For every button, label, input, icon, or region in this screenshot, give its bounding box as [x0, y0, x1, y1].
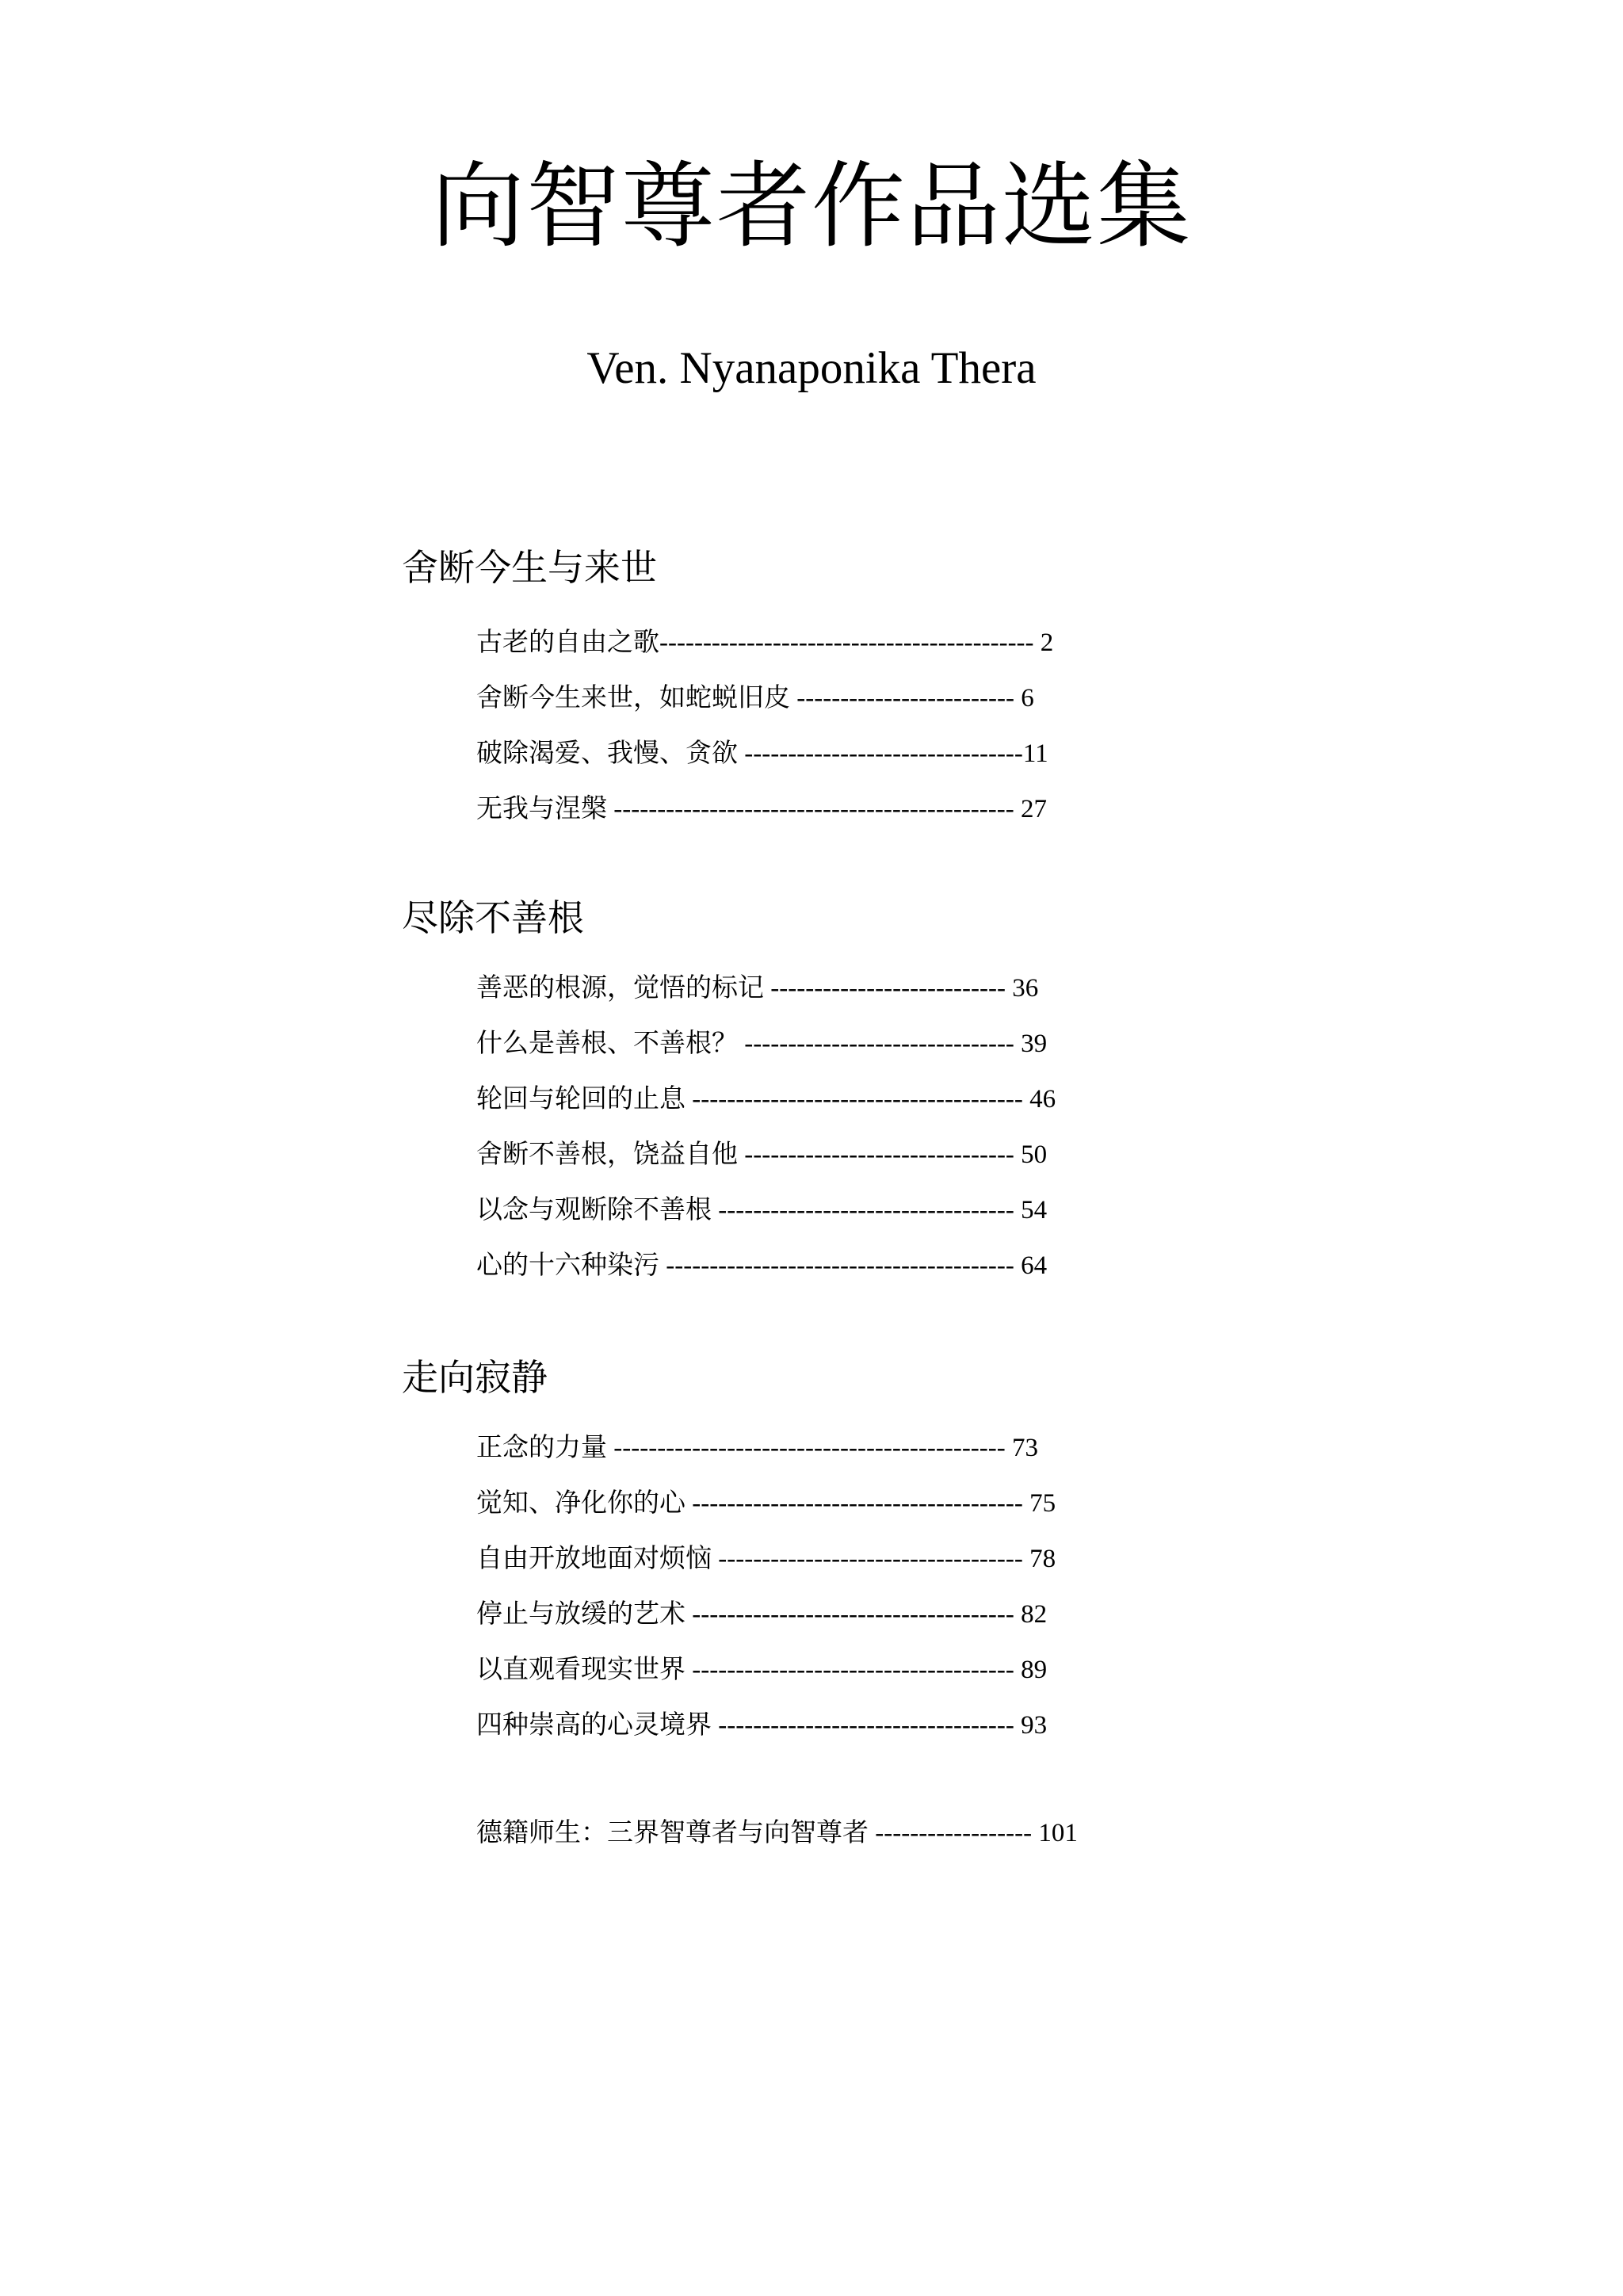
toc-entry-title: 舍断不善根，饶益自他	[476, 1138, 738, 1169]
toc-entry-leader: -------------------------------------	[685, 1656, 1014, 1684]
toc-entry-page: 6	[1021, 684, 1034, 712]
toc-entry	[476, 1190, 1047, 1228]
toc-entry-page: 93	[1021, 1711, 1048, 1740]
toc-entry-leader: --------------------------------------	[685, 1489, 1023, 1518]
toc-entry	[476, 623, 1053, 661]
toc-entry-leader: --------------------------------------	[685, 1085, 1023, 1114]
toc-entry-page: 64	[1021, 1251, 1048, 1280]
section-heading: 走向寂静	[402, 1356, 548, 1399]
toc-entry-page: 101	[1038, 1819, 1078, 1847]
toc-entry	[476, 1079, 1056, 1117]
toc-entry-page: 78	[1029, 1545, 1056, 1573]
toc-entry	[476, 1428, 1038, 1466]
toc-entry-leader: ----------------------------------	[712, 1711, 1014, 1740]
toc-entry-page: 46	[1029, 1085, 1056, 1114]
toc-entry-title: 停止与放缓的艺术	[476, 1598, 685, 1629]
toc-entry	[476, 789, 1047, 827]
toc-entry-page: 54	[1021, 1196, 1048, 1224]
toc-entry-leader: -------------------------------------	[685, 1600, 1014, 1629]
toc-entry-title: 古老的自由之歌	[476, 626, 659, 657]
toc-entry-title: 正念的力量	[476, 1431, 607, 1462]
toc-entry-title: 觉知、净化你的心	[476, 1487, 685, 1518]
toc-entry-page: 75	[1029, 1489, 1056, 1518]
toc-entry	[476, 678, 1034, 716]
toc-entry-title: 心的十六种染污	[476, 1249, 659, 1280]
toc-entry-page: 11	[1022, 739, 1048, 768]
toc-entry-leader: -------------------------------	[738, 1140, 1014, 1169]
toc-entry-leader: -------------------------------------------	[659, 628, 1034, 657]
toc-entry	[476, 734, 1048, 772]
toc-entry-leader: --------------------------------	[738, 739, 1023, 768]
toc-entry-title: 轮回与轮回的止息	[476, 1083, 685, 1114]
toc-entry	[476, 1484, 1056, 1522]
toc-entry-title: 以念与观断除不善根	[476, 1194, 712, 1224]
toc-entry-page: 73	[1012, 1434, 1039, 1462]
toc-entry-title: 自由开放地面对烦恼	[476, 1542, 712, 1573]
section-heading: 舍断今生与来世	[402, 546, 657, 589]
toc-entry-appendix	[476, 1813, 1078, 1851]
toc-entry	[476, 1539, 1056, 1577]
toc-entry-title: 善恶的根源，觉悟的标记	[476, 972, 764, 1003]
toc-entry-title: 德籍师生：三界智尊者与向智尊者	[476, 1817, 869, 1847]
toc-entry-page: 27	[1021, 795, 1048, 823]
toc-entry	[476, 1246, 1047, 1284]
toc-entry-leader: ---------------------------	[764, 974, 1006, 1003]
toc-entry-page: 89	[1021, 1656, 1048, 1684]
toc-entry-page: 36	[1012, 974, 1039, 1003]
toc-entry-leader: -------------------------	[790, 684, 1014, 712]
toc-entry-leader: ----------------------------------------------	[607, 795, 1014, 823]
toc-entry	[476, 1650, 1047, 1688]
toc-entry-title: 舍断今生来世，如蛇蜕旧皮	[476, 682, 790, 712]
toc-entry-leader: ----------------------------------------	[659, 1251, 1014, 1280]
section-heading: 尽除不善根	[402, 896, 584, 939]
toc-entry	[476, 1595, 1047, 1633]
document-title: 向智尊者作品选集	[430, 151, 1192, 261]
toc-entry-page: 82	[1021, 1600, 1048, 1629]
toc-entry-page: 50	[1021, 1140, 1048, 1169]
toc-entry	[476, 1024, 1047, 1062]
toc-entry-title: 无我与涅槃	[476, 793, 607, 823]
toc-entry-title: 四种崇高的心灵境界	[476, 1709, 712, 1740]
toc-entry-title: 破除渴爱、我慢、贪欲	[476, 737, 738, 768]
toc-entry-leader: -------------------------------	[738, 1030, 1014, 1058]
toc-entry-page: 2	[1040, 628, 1054, 657]
toc-entry	[476, 1135, 1047, 1173]
document-author: Ven. Nyanaponika Thera	[586, 343, 1037, 393]
toc-entry	[476, 1706, 1047, 1744]
toc-entry-page: 39	[1021, 1030, 1048, 1058]
toc-entry-leader: ----------------------------------	[712, 1196, 1014, 1224]
toc-entry-title: 以直观看现实世界	[476, 1653, 685, 1684]
toc-entry-leader: -----------------------------------	[712, 1545, 1023, 1573]
toc-entry	[476, 968, 1038, 1007]
toc-entry-title: 什么是善根、不善根？	[476, 1027, 738, 1058]
toc-entry-leader: ---------------------------------------------	[607, 1434, 1006, 1462]
toc-entry-leader: ------------------	[869, 1819, 1033, 1847]
